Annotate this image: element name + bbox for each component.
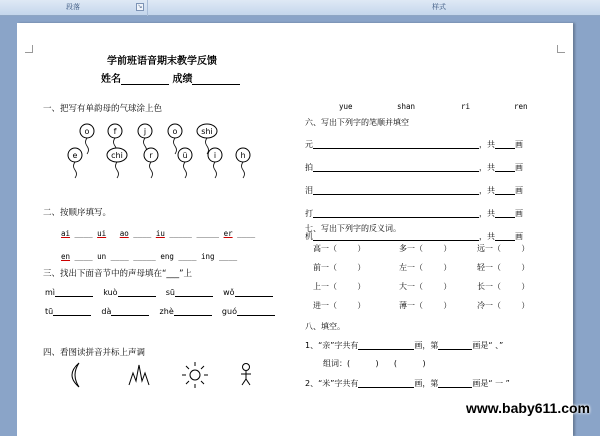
- stroke-row: 机 ，共 画: [305, 232, 523, 241]
- sec8-q1: 1、“亲”字共有 画，第 画是“ 、”: [305, 341, 504, 350]
- sec5-pinyin-3: ri: [461, 102, 471, 111]
- score-label: 成绩: [172, 74, 193, 85]
- ribbon-bar: [0, 0, 600, 16]
- balloon-label: o: [84, 127, 90, 136]
- balloon-label: e: [72, 151, 78, 160]
- paragraph-dialog-launcher-icon[interactable]: ↘: [137, 3, 143, 10]
- antonym-cell: 高一（ ）: [313, 244, 366, 253]
- balloon-label: j: [143, 127, 147, 136]
- sec2-row1: ai ____ ui ao ____ iu _____ _____ er ____: [61, 229, 256, 238]
- stroke-row: 拍 ，共 画: [305, 163, 523, 172]
- styles-group-label: 样式: [432, 3, 446, 11]
- antonym-cell: 长一（ ）: [477, 282, 530, 291]
- antonym-cell: 轻一（ ）: [477, 263, 530, 272]
- moon-icon: [72, 363, 79, 387]
- balloon-label: f: [113, 127, 117, 136]
- sec8-q1-words: 组词：( ) ( ): [323, 359, 426, 368]
- stroke-row: 元 ，共 画: [305, 140, 523, 149]
- sec2-row2: en ____ un ____ _____ eng ____ ing ____: [61, 252, 238, 261]
- sec4-pictures: [17, 23, 573, 436]
- antonym-cell: 薄一（ ）: [399, 301, 452, 310]
- sun-icon: [182, 362, 208, 388]
- site-watermark: www.baby611.com: [466, 400, 590, 416]
- sec5-pinyin-4: ren: [514, 102, 528, 111]
- sec2-heading: 二、按顺序填写。: [43, 208, 112, 218]
- sec5-pinyin-1: yue: [339, 102, 353, 111]
- stroke-row: 泪 ，共 画: [305, 186, 523, 195]
- sec3-row1: mì kuò sū wǒ: [45, 288, 273, 297]
- sec1-heading: 一、把写有单韵母的气球涂上色: [43, 104, 163, 114]
- antonym-cell: 前一（ ）: [313, 263, 366, 272]
- sec7-heading: 七、写出下列字的反义词。: [305, 224, 401, 233]
- antonym-cell: 进一（ ）: [313, 301, 366, 310]
- balloon-label: o: [172, 127, 178, 136]
- person-icon: [241, 364, 251, 386]
- antonym-cell: 大一（ ）: [399, 282, 452, 291]
- antonym-cell: 左一（ ）: [399, 263, 452, 272]
- paragraph-group-label: 段落: [66, 3, 80, 11]
- mountain-icon: [129, 365, 149, 385]
- balloon-label: r: [149, 151, 153, 160]
- balloon-label: shi: [201, 127, 213, 136]
- antonym-cell: 多一（ ）: [399, 244, 452, 253]
- antonym-cell: 上一（ ）: [313, 282, 366, 291]
- name-label: 姓名: [101, 74, 121, 85]
- sec3-heading: 三、找出下面音节中的声母填在“___”上: [43, 269, 193, 279]
- balloon-label: h: [240, 151, 246, 160]
- sec5-pinyin-2: shan: [397, 102, 416, 111]
- sec6-heading: 六、写出下列字的笔顺并填空: [305, 118, 409, 127]
- sec3-row2: tū dà zhè guó: [45, 307, 275, 316]
- balloon-label: ü: [182, 151, 188, 160]
- balloon-label: i: [213, 151, 217, 160]
- document-page[interactable]: [17, 23, 573, 436]
- sec8-q2: 2、“米”字共有 画，第 画是“ 一 ”: [305, 379, 510, 388]
- sec8-heading: 八、填空。: [305, 322, 345, 331]
- balloon-label: chi: [111, 151, 123, 160]
- antonym-cell: 远一（ ）: [477, 244, 530, 253]
- stroke-row: 打 ，共 画: [305, 209, 523, 218]
- next-page: [17, 426, 573, 436]
- sec4-heading: 四、看图读拼音并标上声调: [43, 348, 146, 358]
- antonym-cell: 冷一（ ）: [477, 301, 530, 310]
- doc-title: 学前班语音期末教学反馈: [107, 56, 217, 67]
